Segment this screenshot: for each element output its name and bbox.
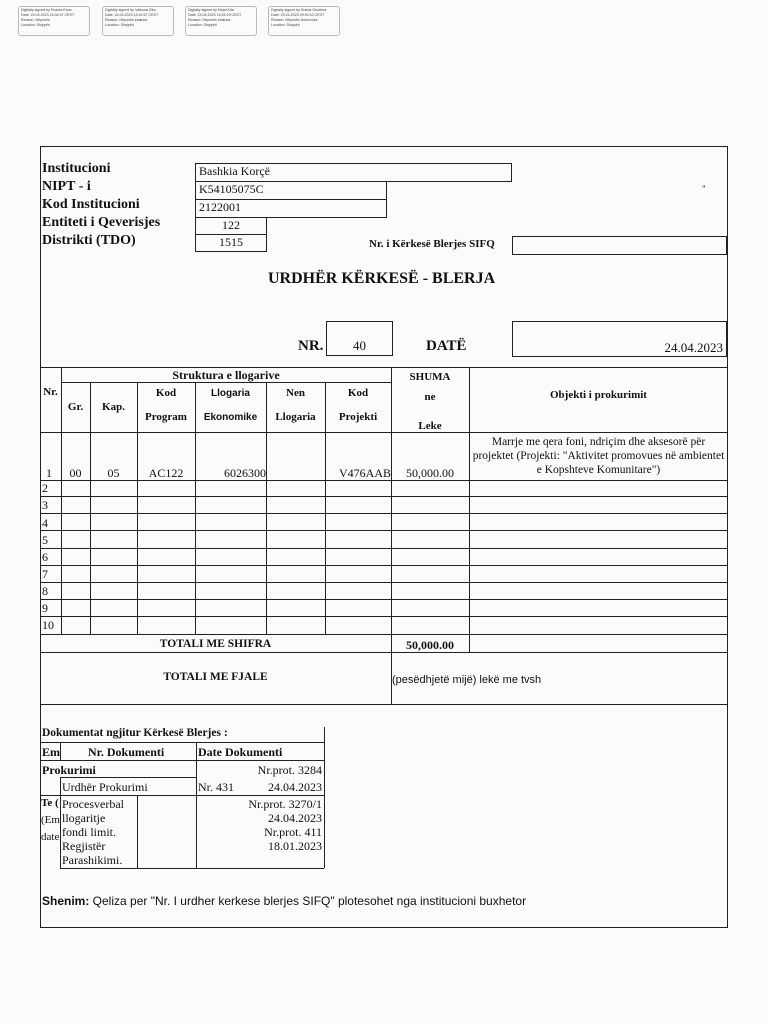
signature-line: Reason: Nëpunës zbatues [188,18,231,22]
signature-line: Reason: Nëpunës Autorizues [271,18,318,22]
date-label: DATË [426,338,467,354]
row-number: 9 [42,601,48,615]
col-nen-llogaria-header: Nen [286,387,305,399]
distrikti-field[interactable]: 1515 [195,234,267,252]
nipt-label: NIPT - i [42,179,91,194]
col-kod-projekti-header: Kod [347,387,369,399]
kod-institucioni-label: Kod Institucioni [42,197,140,212]
urdher-nr: Nr. 431 [198,780,234,794]
signature-line: Location: Shqipëri [271,23,300,27]
signature-line: Digitally signed by Eralda Gostivca [271,8,327,12]
digital-signature-stamp [185,6,257,36]
te-label: Te ( [41,797,59,809]
docs-col-nr: Nr. Dokumenti [88,745,165,759]
col-objekti-header: Objekti i prokurimit [550,389,647,401]
totali-fjale-value: (pesëdhjetë mijë) lekë me tvsh [392,674,542,686]
digital-signature-stamp [18,6,90,36]
shenim-text: Qeliza per "Nr. I urdher kerkese blerjes SIFQ" plotesohet nga institucioni buxhetor [89,894,527,908]
doc-item: llogaritje [62,811,106,825]
doc-date: 24.04.2023 [268,811,322,825]
signature-line: Location: Shqipëri [105,23,134,27]
em-label: (Em [41,814,60,826]
nipt-field[interactable]: K54105075C [195,181,387,200]
totali-shifra-value: 50,000.00 [406,638,454,652]
doc-item: Procesverbal [62,797,124,811]
signature-line: Date: 24.04.2023 15:42:57 CEST [105,13,159,17]
col-shuma-header: ne [424,391,436,403]
shenim-note [42,894,526,908]
signature-line: Digitally signed by Rozeta Eeva [21,8,72,12]
urdher-date: 24.04.2023 [268,780,322,794]
prokurimi-label: Prokurimi [42,763,96,777]
col-nr-header: Nr. [43,386,58,398]
docs-col-date: Date Dokumenti [198,745,283,759]
ekonomike-cell: 6026300 [224,466,266,480]
prokurimi-prot: Nr.prot. 3284 [257,763,322,777]
col-kod-program-header: Program [145,411,187,423]
row-number: 4 [42,516,48,530]
signature-line: Date: 25.04.2023 09:30:42 CEST [271,13,325,17]
doc-date: Nr.prot. 411 [264,825,322,839]
doc-item: Regjistër [62,839,106,853]
doc-item: Parashikimi. [62,853,123,867]
row-number: 10 [42,618,54,632]
docs-col-em: Em [42,745,60,759]
projekti-cell: V476AAB [338,466,391,480]
signature-line: Digitally signed by Valbona Ziko [105,8,156,12]
signature-line: Reason: Nëpunës zbatues [105,18,148,22]
row-number: 5 [42,533,48,547]
row-number: 2 [42,481,48,495]
page-title: URDHËR KËRKESË - BLERJA [268,270,496,287]
signature-line: Date: 24.04.2023 15:34:37 CEST [21,13,75,17]
digital-signature-stamp [268,6,340,36]
col-shuma-header: SHUMA [409,371,451,383]
institucioni-label: Institucioni [42,161,111,176]
col-llogaria-header: Llogaria [211,388,250,399]
doc-date: 18.01.2023 [268,839,322,853]
col-kod-program-header: Kod [155,387,177,399]
signature-line: Digitally signed by Klejsi Kita [188,8,234,12]
signature-line: Date: 24.04.2023 15:51:29 CEST [188,13,242,17]
kod-institucioni-field[interactable]: 2122001 [195,199,387,218]
totali-shifra-label: TOTALI ME SHIFRA [159,638,272,650]
col-kap-header: Kap. [102,401,125,413]
date-field[interactable]: 24.04.2023 [512,321,727,357]
shenim-label: Shenim: [42,894,90,908]
form-frame [40,146,728,928]
signature-line: Reason: Nëpunës [21,18,50,22]
doc-date: Nr.prot. 3270/1 [248,797,322,811]
sifq-field[interactable] [512,236,727,255]
row-number: 8 [42,584,48,598]
col-nen-llogaria-header: Llogaria [275,411,316,423]
digital-signature-stamp [102,6,174,36]
urdher-prokurimi-label: Urdhër Prokurimi [62,780,148,794]
col-llogaria-header: Ekonomike [203,412,258,423]
row-number: 1 [46,466,52,480]
kap-cell: 05 [107,466,120,480]
struktura-header: Struktura e llogarive [172,368,280,382]
entiteti-field[interactable]: 122 [195,217,267,235]
row-number: 6 [42,550,48,564]
distrikti-label: Distrikti (TDO) [42,233,136,248]
objekti-cell: Marrje me qera foni, ndriçim dhe aksesorë për projektet (Projekti: "Aktivitet promovues në ambientet e Kopshteve Komunitare") [472,436,725,476]
doc-item: fondi limit. [62,825,116,839]
date-short-label: date [41,831,60,843]
col-kod-projekti-header: Projekti [338,411,378,423]
gr-cell: 00 [69,466,82,480]
sifq-label: Nr. i Kërkesë Blerjes SIFQ [369,238,495,250]
institucioni-field[interactable]: Bashkia Korçë [195,163,512,182]
col-gr-header: Gr. [67,401,84,413]
signature-line: Location: Shqipëri [21,23,50,27]
docs-title: Dokumentat ngjitur Kërkesë Blerjes : [42,727,228,739]
row-number: 7 [42,567,48,581]
col-shuma-header: Leke [418,420,442,432]
stray-mark: " [702,184,706,194]
shuma-cell: 50,000.00 [406,466,454,480]
nr-label: NR. [298,338,324,354]
entiteti-label: Entiteti i Qeverisjes [42,215,161,230]
totali-fjale-label: TOTALI ME FJALE [163,671,268,683]
signature-line: Location: Shqipëri [188,23,217,27]
row-number: 3 [42,498,48,512]
program-cell: AC122 [148,466,184,480]
nr-field[interactable]: 40 [326,321,393,356]
